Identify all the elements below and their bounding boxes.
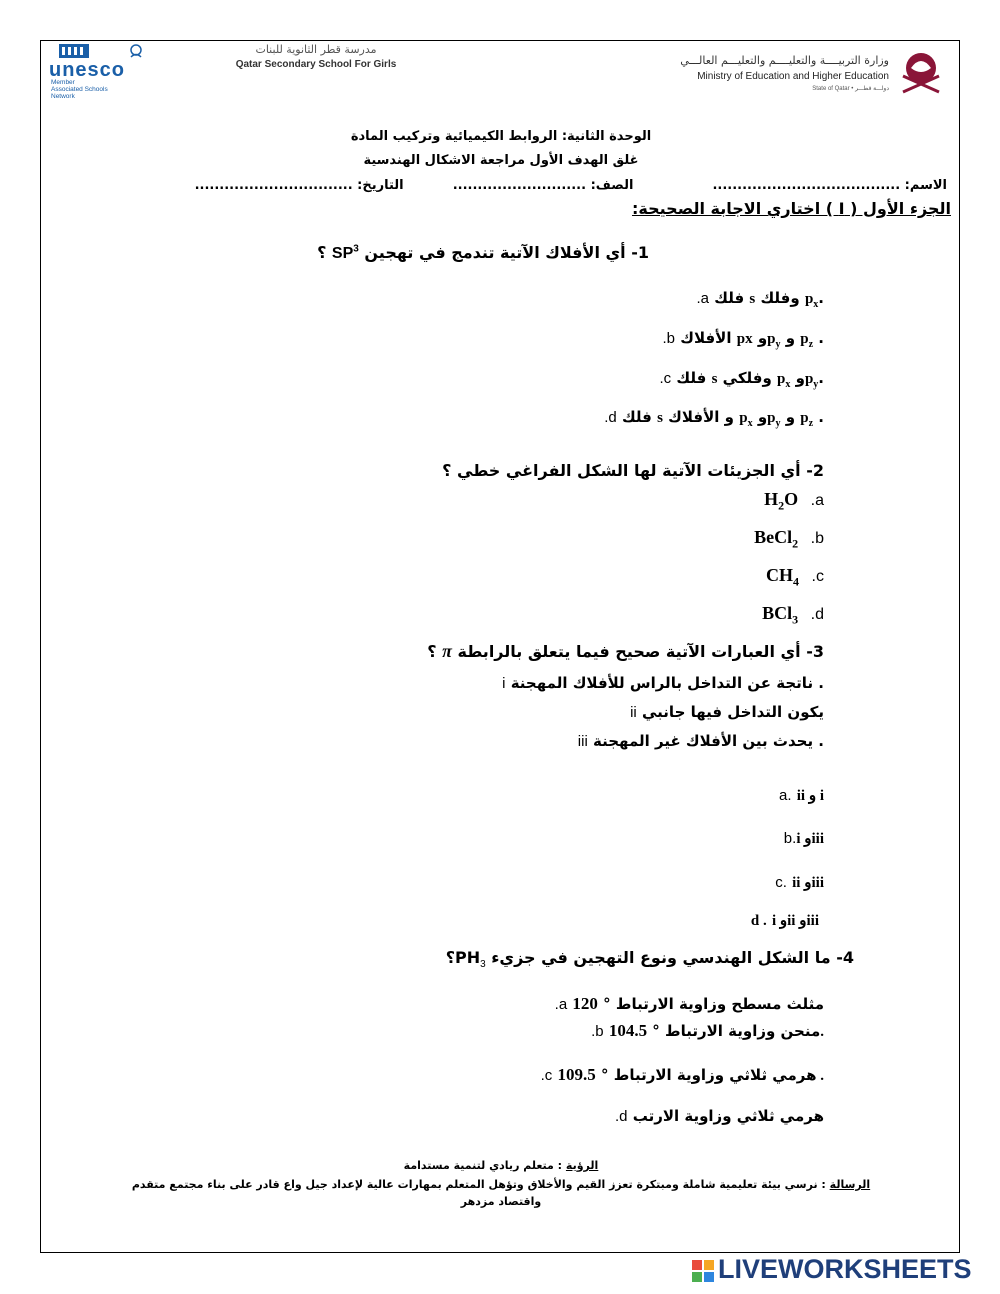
qatar-emblem-icon xyxy=(897,46,945,98)
question-2: 2- أي الجزيئات الآتية لها الشكل الفراغي خطي ؟ xyxy=(442,461,824,480)
liveworksheets-watermark: LIVEWORKSHEETS xyxy=(718,1254,972,1284)
class-label: الصف: xyxy=(590,178,634,193)
q2-option-d[interactable]: BCl$_3$ .d xyxy=(762,603,824,627)
worksheet-frame xyxy=(40,40,960,1253)
q2-option-c[interactable]: $CH_4$ .c xyxy=(766,565,824,589)
q3-option-d[interactable]: d . i وii وiii xyxy=(750,913,819,929)
part1-heading: الجزء الأول ( I ) اختاري الاجابة الصحيحة: xyxy=(632,199,951,218)
q2-option-a[interactable]: $H_2O$ .a xyxy=(764,489,824,513)
name-field[interactable]: ...................................... xyxy=(712,178,901,193)
mission-line: الرسالة : نرسي بيئة تعليمية شاملة ومبتكرة تعزز القيم والأخلاق وتؤهل المتعلم بمهارات عالية لإعداد جيل واع قادر على بناء مجتمع متقدم xyxy=(131,1178,871,1191)
q4-option-b[interactable]: .b منحن وزاوية الارتباط ° 104.5 . xyxy=(591,1021,824,1040)
school-name-en: Qatar Secondary School For Girls xyxy=(235,59,397,70)
q2-option-b[interactable]: BeCl$_2$ .b xyxy=(754,527,824,551)
class-field[interactable]: ........................... xyxy=(452,178,587,193)
q1-option-c[interactable]: .c فلك s وفلكي $p_x$ وp$_y$. xyxy=(659,369,824,390)
student-info-row xyxy=(195,178,947,193)
q3-statement-iii: iii يحدث بين الأفلاك غير المهجنة . xyxy=(577,732,824,750)
network-hand-icon xyxy=(125,44,147,58)
q3-option-a[interactable]: a. ii و i xyxy=(778,787,824,804)
q3-statement-i: i ناتجة عن التداخل بالراس للأفلاك المهجنة . xyxy=(502,674,824,692)
mission-line-2: واقتصاد مزدهر xyxy=(460,1195,542,1208)
name-label: الاسم: xyxy=(904,178,947,193)
unesco-logo xyxy=(49,44,167,99)
q4-option-d[interactable]: .d هرمي ثلاثي وزاوية الارتب xyxy=(614,1107,824,1125)
temple-icon xyxy=(59,44,89,58)
question-1: 1- أي الأفلاك الآتية تندمج في تهجين $SP^3$ ؟ xyxy=(317,243,649,262)
q4-option-a[interactable]: .a مثلث مسطح وزاوية الارتباط ° 120 xyxy=(554,994,824,1013)
date-field[interactable]: ................................ xyxy=(194,178,353,193)
q1-option-d[interactable]: .d فلك s و الأفلاك $p_x$ وp$_y$ و $p_z$ . xyxy=(604,408,824,429)
state-label: State of Qatar • دولـــة قطـــر xyxy=(812,86,889,92)
q1-option-a[interactable]: .a فلك s وفلك $p_x$. xyxy=(696,289,824,310)
ministry-name-ar: وزارة التربيــــة والتعليــــم والتعليـــم العالـــي xyxy=(680,54,889,67)
date-label: التاريخ: xyxy=(357,178,404,193)
unesco-sub: Member Associated Schools Network xyxy=(51,79,108,100)
q3-statement-ii: ii يكون التداخل فيها جانبي xyxy=(630,703,824,721)
q3-option-c[interactable]: c. ii وiii xyxy=(775,874,824,891)
q4-option-c[interactable]: .c هرمي ثلاثي وزاوية الارتباط ° 109.5 . xyxy=(540,1065,824,1084)
unit-title: الوحدة الثانية: الروابط الكيميائية وتركيب المادة xyxy=(350,129,652,144)
liveworksheets-logo-icon xyxy=(692,1260,714,1282)
unesco-word: unesco xyxy=(49,59,126,81)
question-3: 3- أي العبارات الآتية صحيح فيما يتعلق بالرابطة π ؟ xyxy=(427,641,824,661)
q3-option-b[interactable]: b.i وiii xyxy=(783,830,824,847)
goal-title: غلق الهدف الأول مراجعة الاشكال الهندسية xyxy=(363,153,639,168)
vision-line: الرؤية : متعلم ريادي لتنمية مستدامة xyxy=(403,1159,599,1172)
q1-option-b[interactable]: .b الأفلاك px وp$_y$ و $p_z$ . xyxy=(662,329,824,350)
question-4: 4- ما الشكل الهندسي ونوع التهجين في جزيء $PH_3؟$ xyxy=(445,948,854,971)
ministry-name-en: Ministry of Education and Higher Education xyxy=(697,71,889,82)
school-name-ar: مدرسة قطر الثانوية للبنات xyxy=(255,43,377,56)
